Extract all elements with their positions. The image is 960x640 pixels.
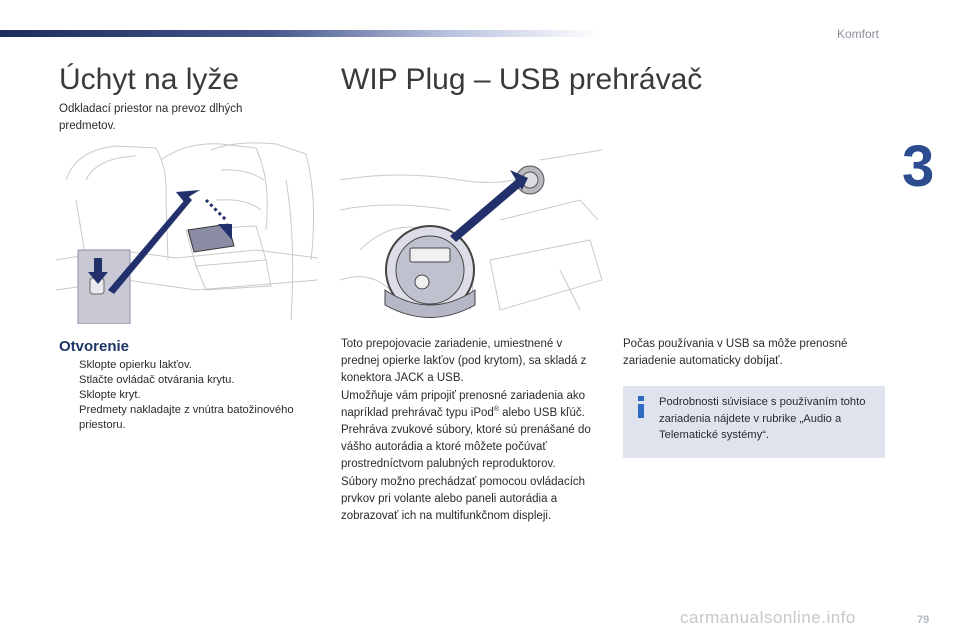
list-item: Sklopte opierku lakťov. bbox=[79, 359, 192, 371]
usb-description bbox=[341, 336, 603, 525]
usb-title: WIP Plug – USB prehrávač bbox=[341, 63, 703, 96]
page-number: 79 bbox=[917, 614, 930, 626]
section-header: Komfort bbox=[837, 27, 880, 41]
list-item: Stlačte ovládač otvárania krytu. bbox=[79, 374, 235, 386]
usb-paragraph-2: Umožňuje vám pripojiť prenosné zariadenia ako napríklad prehrávač typu iPod® alebo USB kľúč. bbox=[341, 389, 586, 419]
chapter-number: 3 bbox=[902, 134, 935, 199]
header-bar bbox=[0, 30, 600, 37]
watermark: carmanualsonline.info bbox=[680, 608, 856, 627]
usb-plug-illustration bbox=[340, 140, 602, 324]
opening-steps bbox=[59, 358, 324, 433]
info-box bbox=[623, 386, 885, 458]
ski-hatch-intro: Odkladací priestor na prevoz dlhých predmetov. bbox=[59, 103, 243, 132]
opening-subheading: Otvorenie bbox=[59, 338, 130, 355]
info-icon bbox=[635, 396, 647, 418]
usb-paragraph-4: Súbory možno prechádzať pomocou ovládacích prvkov pri volante alebo paneli autorádia a zobrazovať ich na multifunkčnom displeji. bbox=[341, 475, 586, 523]
usb-paragraph-1: Toto prepojovacie zariadenie, umiestnené v prednej opierke lakťov (pod krytom), sa skladá z konektora JACK a USB. bbox=[341, 338, 587, 385]
ski-hatch-title: Úchyt na lyže bbox=[59, 63, 240, 96]
list-item: Predmety nakladajte z vnútra batožinového priestoru. bbox=[79, 404, 294, 431]
registered-mark: ® bbox=[493, 405, 499, 413]
list-item: Sklopte kryt. bbox=[79, 389, 141, 401]
usb-paragraph-3: Prehráva zvukové súbory, ktoré sú prenášané do vášho autorádia a ktoré môžete počúvať prostredníctvom palubných reproduktorov. bbox=[341, 424, 591, 471]
arrow-icon bbox=[108, 196, 192, 294]
usb-charging-note: Počas používania v USB sa môže prenosné zariadenie automaticky dobíjať. bbox=[623, 338, 848, 368]
info-text: Podrobnosti súvisiace s používaním tohto zariadenia nájdete v rubrike „Audio a Telematické systémy“. bbox=[659, 396, 866, 441]
arrow-icon bbox=[450, 178, 524, 242]
ski-hatch-illustration bbox=[56, 140, 318, 324]
